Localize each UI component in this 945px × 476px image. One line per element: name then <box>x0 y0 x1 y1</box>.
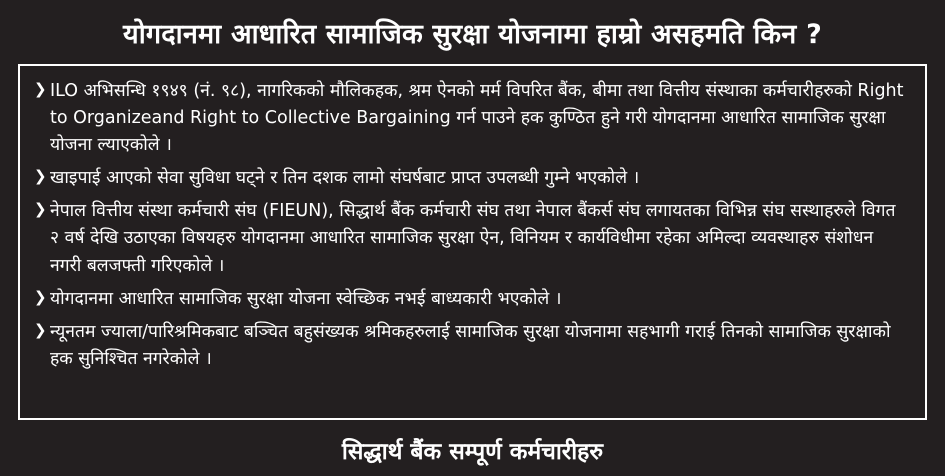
bullet-marker-icon: ❯ <box>34 79 47 98</box>
bullet-marker-icon: ❯ <box>34 320 47 339</box>
list-item <box>34 78 909 159</box>
points-list <box>34 78 909 373</box>
list-item-text: ILO अभिसन्धि १९४९ (नं. ९८), नागरिकको मौलिकहक, श्रम ऐनको मर्म विपरित बैंक, बीमा तथा वित्तीय संस्थाका कर्मचारीहरुको Right to Organizeand Right to Collective Bargaining गर्न पाउने हक कुण्ठित हुने गरी योगदानमा आधारित सामाजिक सुरक्षा योजना ल्याएकोले । <box>50 80 904 155</box>
footer-signature: सिद्धार्थ बैंक सम्पूर्ण कर्मचारीहरु <box>341 439 604 465</box>
list-item-text: खाइपाई आएको सेवा सुविधा घट्ने र तिन दशक लामो संघर्षबाट प्राप्त उपलब्धी गुम्ने भएकोले । <box>50 168 640 189</box>
list-item <box>34 286 909 313</box>
list-item <box>34 165 909 192</box>
list-item <box>34 319 909 373</box>
page-title: योगदानमा आधारित सामाजिक सुरक्षा योजनामा हाम्रो असहमति किन ? <box>123 19 822 50</box>
bullet-marker-icon: ❯ <box>34 200 47 219</box>
list-item <box>34 198 909 279</box>
list-item-text: नेपाल वित्तीय संस्था कर्मचारी संघ (FIEUN), सिद्धार्थ बैंक कर्मचारी संघ तथा नेपाल बैंकर्स संघ लगायतका विभिन्न संघ सस्थाहरुले विगत २ वर्ष देखि उठाएका विषयहरु योगदानमा आधारित सामाजिक सुरक्षा ऐन, विनियम र कार्यविधीमा रहेका अमिल्दा व्यवस्थाहरु संशोधन नगरी बलजफ्ती गरिएकोले । <box>50 201 896 276</box>
content-box <box>18 64 927 420</box>
bullet-marker-icon: ❯ <box>34 167 47 186</box>
list-item-text: योगदानमा आधारित सामाजिक सुरक्षा योजना स्वेच्छिक नभई बाध्यकारी भएकोले । <box>50 288 562 309</box>
bullet-marker-icon: ❯ <box>34 287 47 306</box>
list-item-text: न्यूनतम ज्याला/पारिश्रमिकबाट बञ्चित बहुसंख्यक श्रमिकहरुलाई सामाजिक सुरक्षा योजनामा सहभागी गराई तिनको सामाजिक सुरक्षाको हक सुनिश्चित नगरेकोले । <box>50 321 891 369</box>
